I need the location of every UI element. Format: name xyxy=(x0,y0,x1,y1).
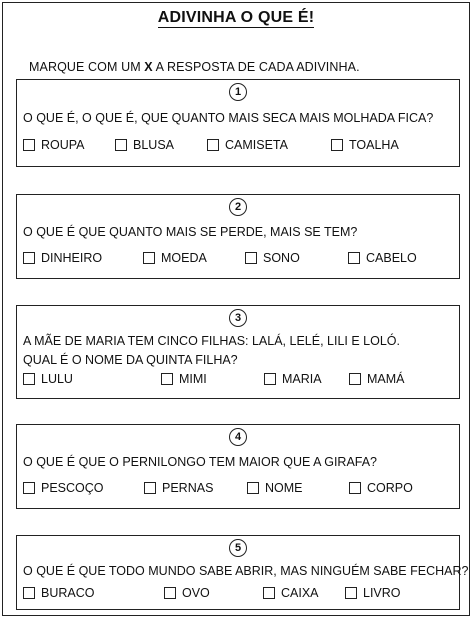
checkbox[interactable] xyxy=(161,373,173,385)
worksheet-page xyxy=(2,2,470,616)
option-2-cabelo[interactable]: CABELO xyxy=(348,251,417,265)
option-4-pernas[interactable]: PERNAS xyxy=(144,481,213,495)
question-number-1: 1 xyxy=(229,83,247,101)
option-3-maria[interactable]: MARIA xyxy=(264,372,322,386)
page-title: ADIVINHA O QUE É! xyxy=(157,9,315,26)
option-2-dinheiro[interactable]: DINHEIRO xyxy=(23,251,102,265)
option-4-nome[interactable]: NOME xyxy=(247,481,303,495)
checkbox[interactable] xyxy=(23,587,35,599)
checkbox[interactable] xyxy=(247,482,259,494)
option-1-camiseta[interactable]: CAMISETA xyxy=(207,138,288,152)
options-row-4 xyxy=(23,481,455,497)
instruction-before: MARQUE COM UM xyxy=(29,60,145,74)
option-1-toalha[interactable]: TOALHA xyxy=(331,138,399,152)
option-5-caixa[interactable]: CAIXA xyxy=(263,586,319,600)
question-box-1 xyxy=(16,79,460,167)
question-box-4 xyxy=(16,424,460,509)
question-text-1: O QUE É, O QUE É, QUE QUANTO MAIS SECA MAIS MOLHADA FICA? xyxy=(23,111,434,125)
option-4-corpo[interactable]: CORPO xyxy=(349,481,413,495)
checkbox[interactable] xyxy=(345,587,357,599)
question-box-3 xyxy=(16,305,460,399)
instruction-after: A RESPOSTA DE CADA ADIVINHA. xyxy=(152,60,360,74)
option-2-moeda[interactable]: MOEDA xyxy=(143,251,207,265)
question-text-4: O QUE É QUE O PERNILONGO TEM MAIOR QUE A GIRAFA? xyxy=(23,455,378,469)
checkbox[interactable] xyxy=(264,373,276,385)
instruction-mark: X xyxy=(144,60,153,74)
checkbox[interactable] xyxy=(23,252,35,264)
question-box-2 xyxy=(16,194,460,279)
question-number-3: 3 xyxy=(229,309,247,327)
option-5-ovo[interactable]: OVO xyxy=(164,586,210,600)
option-3-mimi[interactable]: MIMI xyxy=(161,372,207,386)
question-text-5: O QUE É QUE TODO MUNDO SABE ABRIR, MAS NINGUÉM SABE FECHAR? xyxy=(23,564,469,578)
checkbox[interactable] xyxy=(143,252,155,264)
options-row-2 xyxy=(23,251,455,267)
checkbox[interactable] xyxy=(331,139,343,151)
question-number-2: 2 xyxy=(229,198,247,216)
checkbox[interactable] xyxy=(349,373,361,385)
checkbox[interactable] xyxy=(23,373,35,385)
checkbox[interactable] xyxy=(23,139,35,151)
checkbox[interactable] xyxy=(23,482,35,494)
question-text-3-line-1: A MÃE DE MARIA TEM CINCO FILHAS: LALÁ, LELÉ, LILI E LOLÓ. xyxy=(23,334,400,348)
option-4-pescoco[interactable]: PESCOÇO xyxy=(23,481,104,495)
checkbox[interactable] xyxy=(164,587,176,599)
option-5-buraco[interactable]: BURACO xyxy=(23,586,94,600)
instruction-text xyxy=(29,60,360,74)
option-1-blusa[interactable]: BLUSA xyxy=(115,138,174,152)
option-5-livro[interactable]: LIVRO xyxy=(345,586,401,600)
checkbox[interactable] xyxy=(245,252,257,264)
options-row-3 xyxy=(23,372,455,388)
question-number-5: 5 xyxy=(229,539,247,557)
checkbox[interactable] xyxy=(348,252,360,264)
option-3-lulu[interactable]: LULU xyxy=(23,372,73,386)
options-row-5 xyxy=(23,586,455,602)
question-text-2: O QUE É QUE QUANTO MAIS SE PERDE, MAIS SE TEM? xyxy=(23,225,358,239)
checkbox[interactable] xyxy=(144,482,156,494)
checkbox[interactable] xyxy=(207,139,219,151)
checkbox[interactable] xyxy=(349,482,361,494)
options-row-1 xyxy=(23,138,455,154)
question-box-5 xyxy=(16,535,469,610)
option-1-roupa[interactable]: ROUPA xyxy=(23,138,85,152)
question-text-3-line-2: QUAL É O NOME DA QUINTA FILHA? xyxy=(23,353,238,367)
checkbox[interactable] xyxy=(115,139,127,151)
checkbox[interactable] xyxy=(263,587,275,599)
option-3-mama[interactable]: MAMÁ xyxy=(349,372,405,386)
option-2-sono[interactable]: SONO xyxy=(245,251,300,265)
question-number-4: 4 xyxy=(229,428,247,446)
